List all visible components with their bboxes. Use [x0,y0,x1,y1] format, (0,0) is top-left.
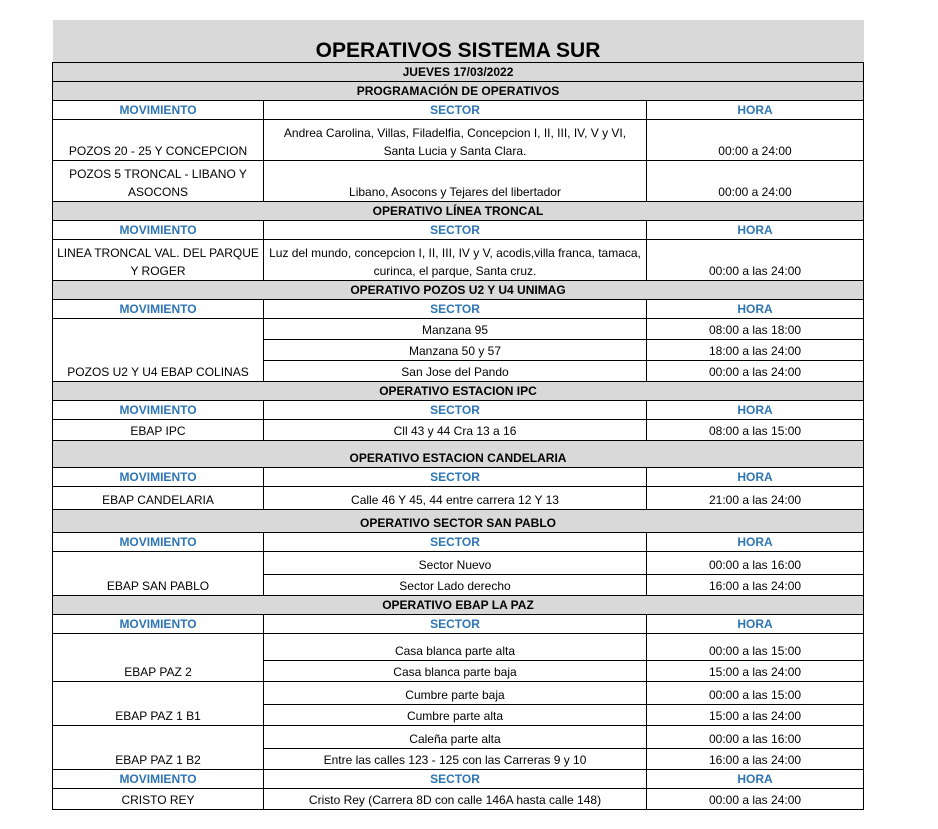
sector-cell: Cumbre parte alta [264,705,647,726]
column-header-row [53,401,864,420]
section-heading-row [53,82,864,101]
hora-cell: 00:00 a las 24:00 [647,240,864,281]
column-header-row [53,533,864,552]
header-hora: HORA [647,533,864,552]
table-row [53,789,864,810]
header-sector: SECTOR [264,300,647,319]
hora-cell: 00:00 a las 24:00 [647,789,864,810]
hora-cell: 08:00 a las 18:00 [647,319,864,340]
section-heading-row [53,281,864,300]
table-row [53,240,864,281]
sector-cell: Manzana 95 [264,319,647,340]
table-row [53,487,864,510]
header-movimiento: MOVIMIENTO [53,533,264,552]
movimiento-cell: POZOS 20 - 25 Y CONCEPCION [53,120,264,161]
date-row: JUEVES 17/03/2022 [53,63,864,82]
column-header-row [53,615,864,634]
movimiento-cell: EBAP SAN PABLO [53,552,264,596]
header-sector: SECTOR [264,615,647,634]
sector-cell: Calle 46 Y 45, 44 entre carrera 12 Y 13 [264,487,647,510]
hora-cell: 00:00 a las 15:00 [647,634,864,661]
sector-cell: Luz del mundo, concepcion I, II, III, IV y V, acodis,villa franca, tamaca, curinca, el parque, Santa cruz. [264,240,647,281]
movimiento-cell: EBAP IPC [53,420,264,441]
header-movimiento: MOVIMIENTO [53,468,264,487]
header-movimiento: MOVIMIENTO [53,770,264,789]
hora-cell: 16:00 a las 24:00 [647,575,864,596]
header-sector: SECTOR [264,221,647,240]
sector-cell: Sector Nuevo [264,552,647,575]
column-header-row [53,221,864,240]
hora-cell: 15:00 a las 24:00 [647,705,864,726]
table-row [53,552,864,575]
table-row [53,682,864,705]
header-sector: SECTOR [264,401,647,420]
hora-cell: 00:00 a las 24:00 [647,361,864,382]
header-hora: HORA [647,468,864,487]
header-sector: SECTOR [264,101,647,120]
sector-cell: Cll 43 y 44 Cra 13 a 16 [264,420,647,441]
movimiento-cell: POZOS U2 Y U4 EBAP COLINAS [53,319,264,382]
column-header-row [53,770,864,789]
hora-cell: 00:00 a las 15:00 [647,682,864,705]
section-heading: PROGRAMACIÓN DE OPERATIVOS [53,82,864,101]
header-hora: HORA [647,401,864,420]
header-movimiento: MOVIMIENTO [53,401,264,420]
hora-cell: 00:00 a 24:00 [647,161,864,202]
sector-cell: Sector Lado derecho [264,575,647,596]
header-hora: HORA [647,770,864,789]
sector-cell: Libano, Asocons y Tejares del libertador [264,161,647,202]
section-heading: OPERATIVO EBAP LA PAZ [53,596,864,615]
sector-cell: San Jose del Pando [264,361,647,382]
header-hora: HORA [647,101,864,120]
movimiento-cell: EBAP PAZ 1 B2 [53,726,264,770]
section-heading: OPERATIVO ESTACION IPC [53,382,864,401]
movimiento-cell: CRISTO REY [53,789,264,810]
header-movimiento: MOVIMIENTO [53,221,264,240]
sector-cell: Caleña parte alta [264,726,647,749]
operativos-table [52,20,864,810]
page-title: OPERATIVOS SISTEMA SUR [53,20,864,63]
table-row [53,420,864,441]
movimiento-cell: LINEA TRONCAL VAL. DEL PARQUE Y ROGER [53,240,264,281]
movimiento-cell: EBAP PAZ 1 B1 [53,682,264,726]
movimiento-cell: POZOS 5 TRONCAL - LIBANO Y ASOCONS [53,161,264,202]
section-heading: OPERATIVO ESTACION CANDELARIA [53,441,864,468]
header-sector: SECTOR [264,468,647,487]
column-header-row [53,101,864,120]
header-hora: HORA [647,221,864,240]
column-header-row [53,468,864,487]
header-movimiento: MOVIMIENTO [53,615,264,634]
sector-cell: Entre las calles 123 - 125 con las Carreras 9 y 10 [264,749,647,770]
section-heading-row [53,202,864,221]
sector-cell: Cumbre parte baja [264,682,647,705]
header-hora: HORA [647,300,864,319]
movimiento-cell: EBAP PAZ 2 [53,634,264,682]
section-heading: OPERATIVO POZOS U2 Y U4 UNIMAG [53,281,864,300]
column-header-row [53,300,864,319]
header-movimiento: MOVIMIENTO [53,300,264,319]
hora-cell: 18:00 a las 24:00 [647,340,864,361]
section-heading-row [53,596,864,615]
section-heading-row [53,382,864,401]
table-row [53,634,864,661]
hora-cell: 15:00 a las 24:00 [647,661,864,682]
hora-cell: 00:00 a las 16:00 [647,552,864,575]
table-row [53,726,864,749]
hora-cell: 00:00 a 24:00 [647,120,864,161]
table-row [53,161,864,202]
section-heading-row [53,441,864,468]
sector-cell: Cristo Rey (Carrera 8D con calle 146A hasta calle 148) [264,789,647,810]
sector-cell: Manzana 50 y 57 [264,340,647,361]
hora-cell: 21:00 a las 24:00 [647,487,864,510]
sector-cell: Andrea Carolina, Villas, Filadelfia, Concepcion I, II, III, IV, V y VI, Santa Lucia y Santa Clara. [264,120,647,161]
section-heading-row [53,510,864,533]
sector-cell: Casa blanca parte alta [264,634,647,661]
header-movimiento: MOVIMIENTO [53,101,264,120]
header-sector: SECTOR [264,533,647,552]
table-row [53,120,864,161]
sector-cell: Casa blanca parte baja [264,661,647,682]
header-sector: SECTOR [264,770,647,789]
section-heading: OPERATIVO SECTOR SAN PABLO [53,510,864,533]
hora-cell: 00:00 a las 16:00 [647,726,864,749]
table-row [53,319,864,340]
hora-cell: 16:00 a las 24:00 [647,749,864,770]
section-heading: OPERATIVO LÍNEA TRONCAL [53,202,864,221]
header-hora: HORA [647,615,864,634]
hora-cell: 08:00 a las 15:00 [647,420,864,441]
movimiento-cell: EBAP CANDELARIA [53,487,264,510]
